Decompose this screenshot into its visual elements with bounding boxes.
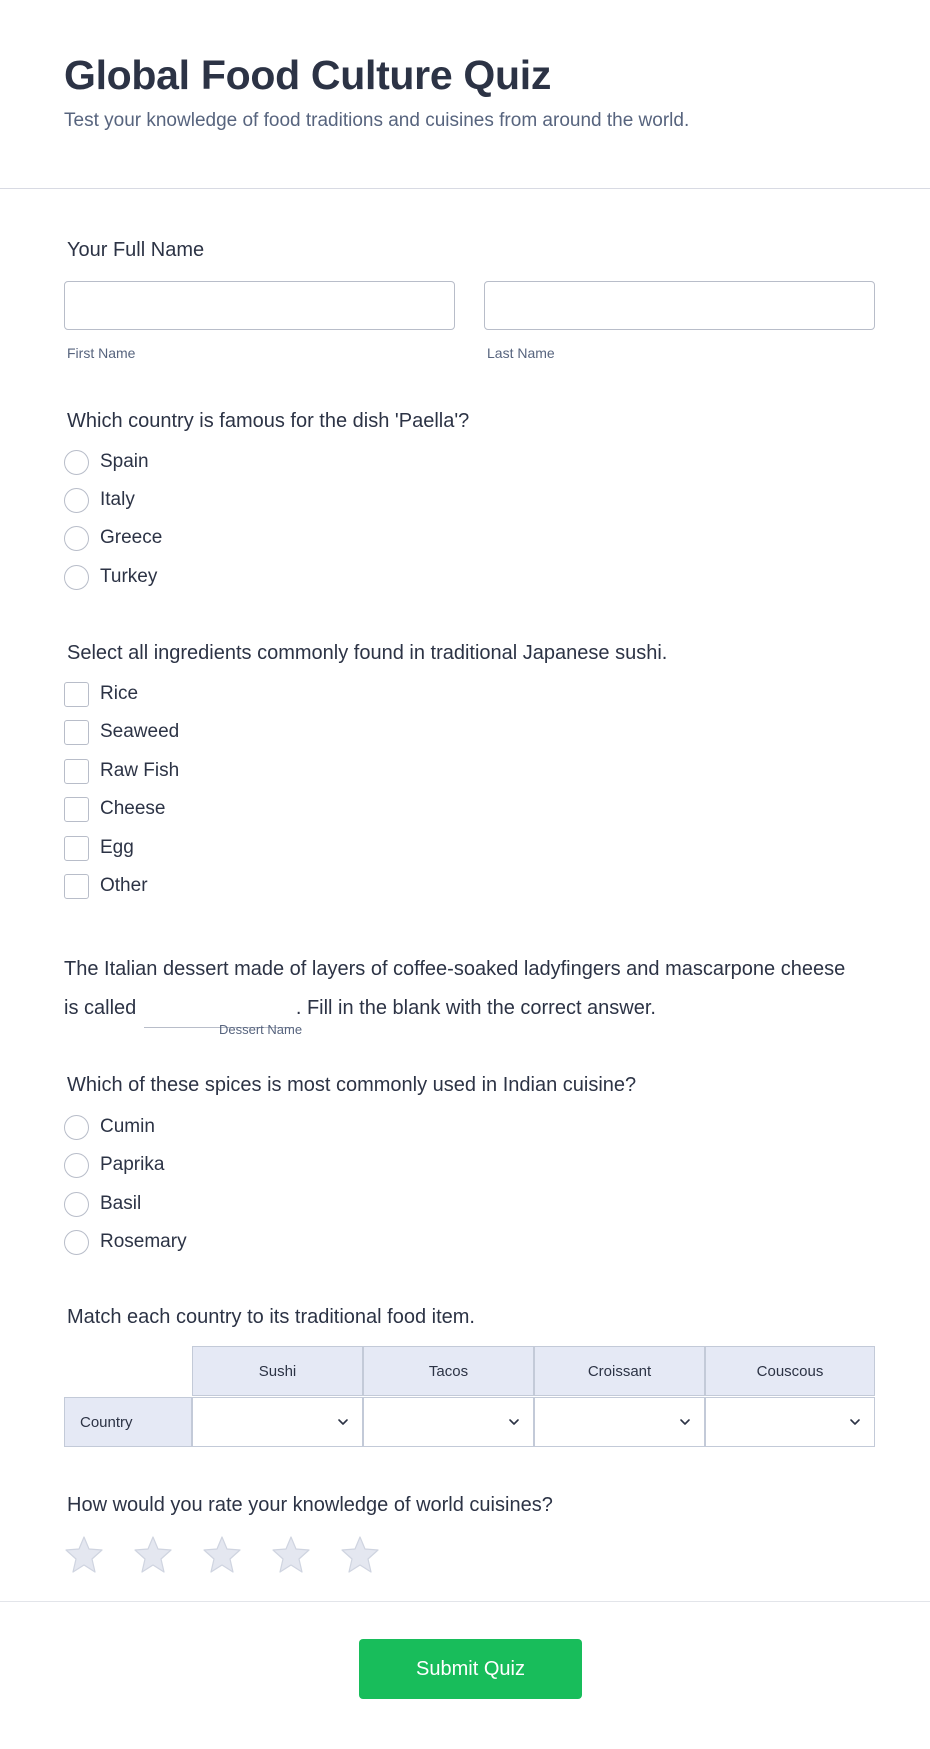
- star-icon[interactable]: [271, 1534, 311, 1574]
- radio-button[interactable]: [64, 450, 89, 475]
- spices-question-label: Which of these spices is most commonly used in Indian cuisine?: [67, 1074, 637, 1096]
- dessert-text-before: The Italian dessert made of layers of coffee-soaked ladyfingers and mascarpone cheese is called: [64, 958, 846, 1019]
- chevron-down-icon: [507, 1415, 521, 1429]
- checkbox[interactable]: [64, 797, 89, 822]
- spices-option[interactable]: [64, 1114, 155, 1140]
- matrix-column-header: Couscous: [705, 1346, 875, 1396]
- spices-option[interactable]: [64, 1152, 164, 1178]
- option-label: Rice: [100, 683, 139, 704]
- chevron-down-icon: [848, 1415, 862, 1429]
- radio-button[interactable]: [64, 1153, 89, 1178]
- option-label: Rosemary: [100, 1231, 187, 1252]
- option-label: Raw Fish: [100, 760, 180, 781]
- last-name-input[interactable]: [484, 281, 875, 330]
- option-label: Cheese: [100, 798, 166, 819]
- spices-option[interactable]: [64, 1191, 141, 1217]
- footer-divider: [0, 1601, 930, 1602]
- matrix-dropdown-croissant[interactable]: [534, 1397, 705, 1447]
- paella-question-label: Which country is famous for the dish 'Paella'?: [67, 410, 470, 432]
- first-name-sublabel: First Name: [67, 345, 136, 361]
- paella-option[interactable]: [64, 487, 135, 513]
- chevron-down-icon: [336, 1415, 350, 1429]
- star-icon[interactable]: [340, 1534, 380, 1574]
- star-icon[interactable]: [202, 1534, 242, 1574]
- dessert-text-after: . Fill in the blank with the correct answer.: [295, 997, 656, 1019]
- option-label: Paprika: [100, 1154, 165, 1175]
- matrix-column-header: Croissant: [534, 1346, 705, 1396]
- radio-button[interactable]: [64, 526, 89, 551]
- match-matrix: [64, 1346, 875, 1448]
- checkbox[interactable]: [64, 720, 89, 745]
- radio-button[interactable]: [64, 1230, 89, 1255]
- option-label: Spain: [100, 451, 149, 472]
- option-label: Egg: [100, 837, 134, 858]
- paella-option[interactable]: [64, 525, 162, 551]
- sushi-option[interactable]: [64, 758, 179, 784]
- radio-button[interactable]: [64, 565, 89, 590]
- radio-button[interactable]: [64, 488, 89, 513]
- paella-option[interactable]: [64, 564, 157, 590]
- checkbox[interactable]: [64, 682, 89, 707]
- dessert-question: [64, 950, 864, 1028]
- checkbox[interactable]: [64, 759, 89, 784]
- matrix-dropdown-couscous[interactable]: [705, 1397, 875, 1447]
- radio-button[interactable]: [64, 1115, 89, 1140]
- option-label: Italy: [100, 489, 135, 510]
- first-name-input[interactable]: [64, 281, 455, 330]
- page-title: Global Food Culture Quiz: [64, 52, 552, 98]
- full-name-label: Your Full Name: [67, 239, 205, 261]
- sushi-option[interactable]: [64, 873, 148, 899]
- form-header: [0, 0, 930, 189]
- option-label: Seaweed: [100, 721, 180, 742]
- spices-option[interactable]: [64, 1229, 187, 1255]
- match-question-label: Match each country to its traditional food item.: [67, 1306, 475, 1328]
- rating-question-label: How would you rate your knowledge of world cuisines?: [67, 1494, 553, 1516]
- option-label: Turkey: [100, 566, 158, 587]
- option-label: Other: [100, 875, 148, 896]
- last-name-sublabel: Last Name: [487, 345, 555, 361]
- option-label: Greece: [100, 527, 163, 548]
- matrix-row-label: Country: [64, 1397, 192, 1447]
- radio-button[interactable]: [64, 1192, 89, 1217]
- sushi-question-label: Select all ingredients commonly found in traditional Japanese sushi.: [67, 642, 668, 664]
- page-subtitle: Test your knowledge of food traditions and cuisines from around the world.: [64, 110, 690, 131]
- option-label: Cumin: [100, 1116, 155, 1137]
- paella-option[interactable]: [64, 449, 149, 475]
- star-icon[interactable]: [133, 1534, 173, 1574]
- star-icon[interactable]: [64, 1534, 104, 1574]
- star-rating[interactable]: [64, 1534, 409, 1574]
- checkbox[interactable]: [64, 874, 89, 899]
- sushi-option[interactable]: [64, 835, 134, 861]
- matrix-dropdown-tacos[interactable]: [363, 1397, 534, 1447]
- matrix-column-header: Tacos: [363, 1346, 534, 1396]
- sushi-option[interactable]: [64, 719, 179, 745]
- submit-quiz-button[interactable]: Submit Quiz: [359, 1639, 582, 1699]
- chevron-down-icon: [678, 1415, 692, 1429]
- sushi-option[interactable]: [64, 796, 166, 822]
- matrix-dropdown-sushi[interactable]: [192, 1397, 363, 1447]
- sushi-option[interactable]: [64, 681, 138, 707]
- checkbox[interactable]: [64, 836, 89, 861]
- matrix-column-header: Sushi: [192, 1346, 363, 1396]
- dessert-name-sublabel: Dessert Name: [219, 1022, 303, 1037]
- option-label: Basil: [100, 1193, 142, 1214]
